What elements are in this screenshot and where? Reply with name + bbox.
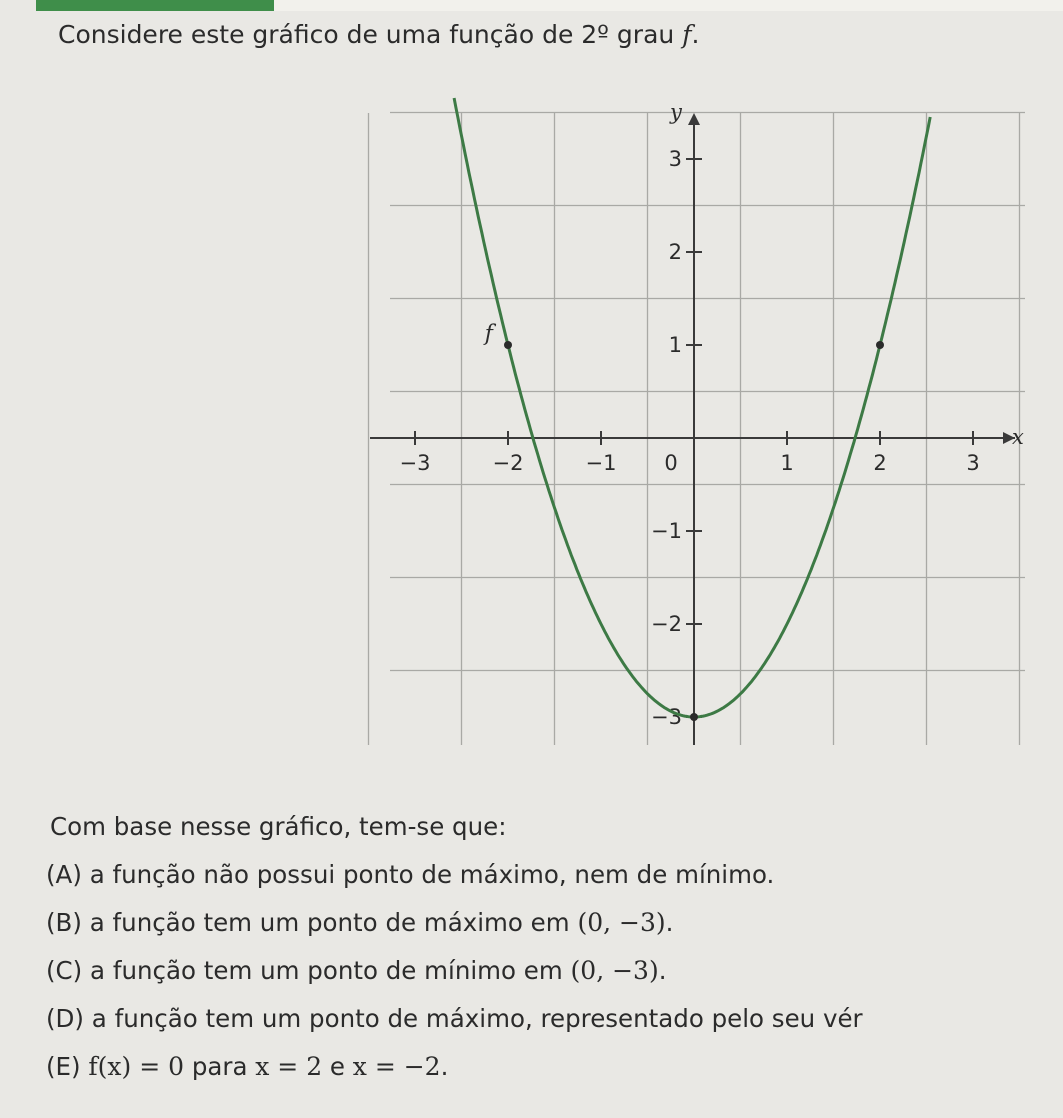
- intro-var: f: [682, 20, 692, 49]
- curve-data-point: [925, 135, 927, 137]
- marked-point: [876, 341, 884, 349]
- x-tick-label: −3: [399, 451, 431, 475]
- intro-end: .: [691, 20, 700, 49]
- y-tick-label: −2: [651, 612, 682, 636]
- y-tick-label: 3: [668, 147, 682, 171]
- intro-prefix: Considere este gráfico de uma função de: [58, 20, 574, 49]
- option-a-letter: (A): [46, 860, 82, 889]
- x-tick-label: 1: [780, 451, 794, 475]
- option-d-letter: (D): [46, 1004, 84, 1033]
- option-b[interactable]: [46, 908, 673, 937]
- option-b-letter: (B): [46, 908, 82, 937]
- option-d-text: a função tem um ponto de máximo, representado pelo seu vér: [91, 1004, 863, 1033]
- option-a-text: a função não possui ponto de máximo, nem de mínimo.: [89, 860, 775, 889]
- curve-data-point: [600, 623, 602, 625]
- option-b-math: (0, −3): [577, 908, 666, 937]
- option-e-conj: e: [329, 1052, 345, 1081]
- option-b-end: .: [665, 908, 674, 937]
- x-tick-label: −1: [585, 451, 617, 475]
- option-c-text: a função tem um ponto de mínimo em: [90, 956, 563, 985]
- curve-data-point: [646, 693, 648, 695]
- option-e-math-f: f(x) = 0: [88, 1052, 185, 1081]
- grid-lines: [369, 113, 1026, 756]
- y-axis-label: y: [670, 100, 682, 124]
- x-tick-label: 2: [873, 451, 887, 475]
- top-bar-accent: [36, 0, 274, 11]
- option-e-math-x1: x = 2: [255, 1052, 323, 1081]
- axes: [370, 113, 1015, 745]
- y-tick-label: −3: [651, 705, 682, 729]
- option-e-end: .: [440, 1052, 449, 1081]
- intro-sentence: [58, 20, 699, 49]
- x-tick-label: −2: [492, 451, 524, 475]
- marked-point: [690, 713, 698, 721]
- intro-degree: 2º: [581, 20, 609, 49]
- curve-label: f: [484, 321, 493, 347]
- option-e-para: para: [191, 1052, 248, 1081]
- x-axis-label: x: [1012, 425, 1024, 449]
- option-c-math: (0, −3): [570, 956, 659, 985]
- y-tick-label: −1: [651, 519, 682, 543]
- marked-point: [504, 341, 512, 349]
- curve-data-point: [739, 693, 741, 695]
- curve-data-point: [832, 507, 834, 509]
- option-d[interactable]: [46, 1004, 1063, 1033]
- curve-group: [454, 98, 930, 721]
- function-graph: [360, 95, 1030, 755]
- option-c-end: .: [658, 956, 667, 985]
- option-c-letter: (C): [46, 956, 83, 985]
- top-color-bar: [0, 0, 1063, 11]
- intro-mid: grau: [616, 20, 675, 49]
- x-tick-label: 3: [966, 451, 980, 475]
- option-e-math-x2: x = −2: [352, 1052, 441, 1081]
- option-b-text: a função tem um ponto de máximo em: [89, 908, 570, 937]
- curve-data-point: [786, 623, 788, 625]
- y-tick-label: 2: [668, 240, 682, 264]
- option-a[interactable]: [46, 860, 774, 889]
- option-e-letter: (E): [46, 1052, 81, 1081]
- tick-labels: [400, 100, 1024, 729]
- y-axis-arrow-icon: [688, 113, 700, 125]
- top-bar-light: [274, 0, 1063, 11]
- question-stem: Com base nesse gráfico, tem-se que:: [50, 812, 507, 841]
- option-e[interactable]: [46, 1052, 448, 1081]
- option-c[interactable]: [46, 956, 667, 985]
- curve-data-point: [484, 245, 486, 247]
- y-tick-label: 1: [668, 333, 682, 357]
- curve-data-point: [553, 507, 555, 509]
- x-tick-label: 0: [664, 451, 678, 475]
